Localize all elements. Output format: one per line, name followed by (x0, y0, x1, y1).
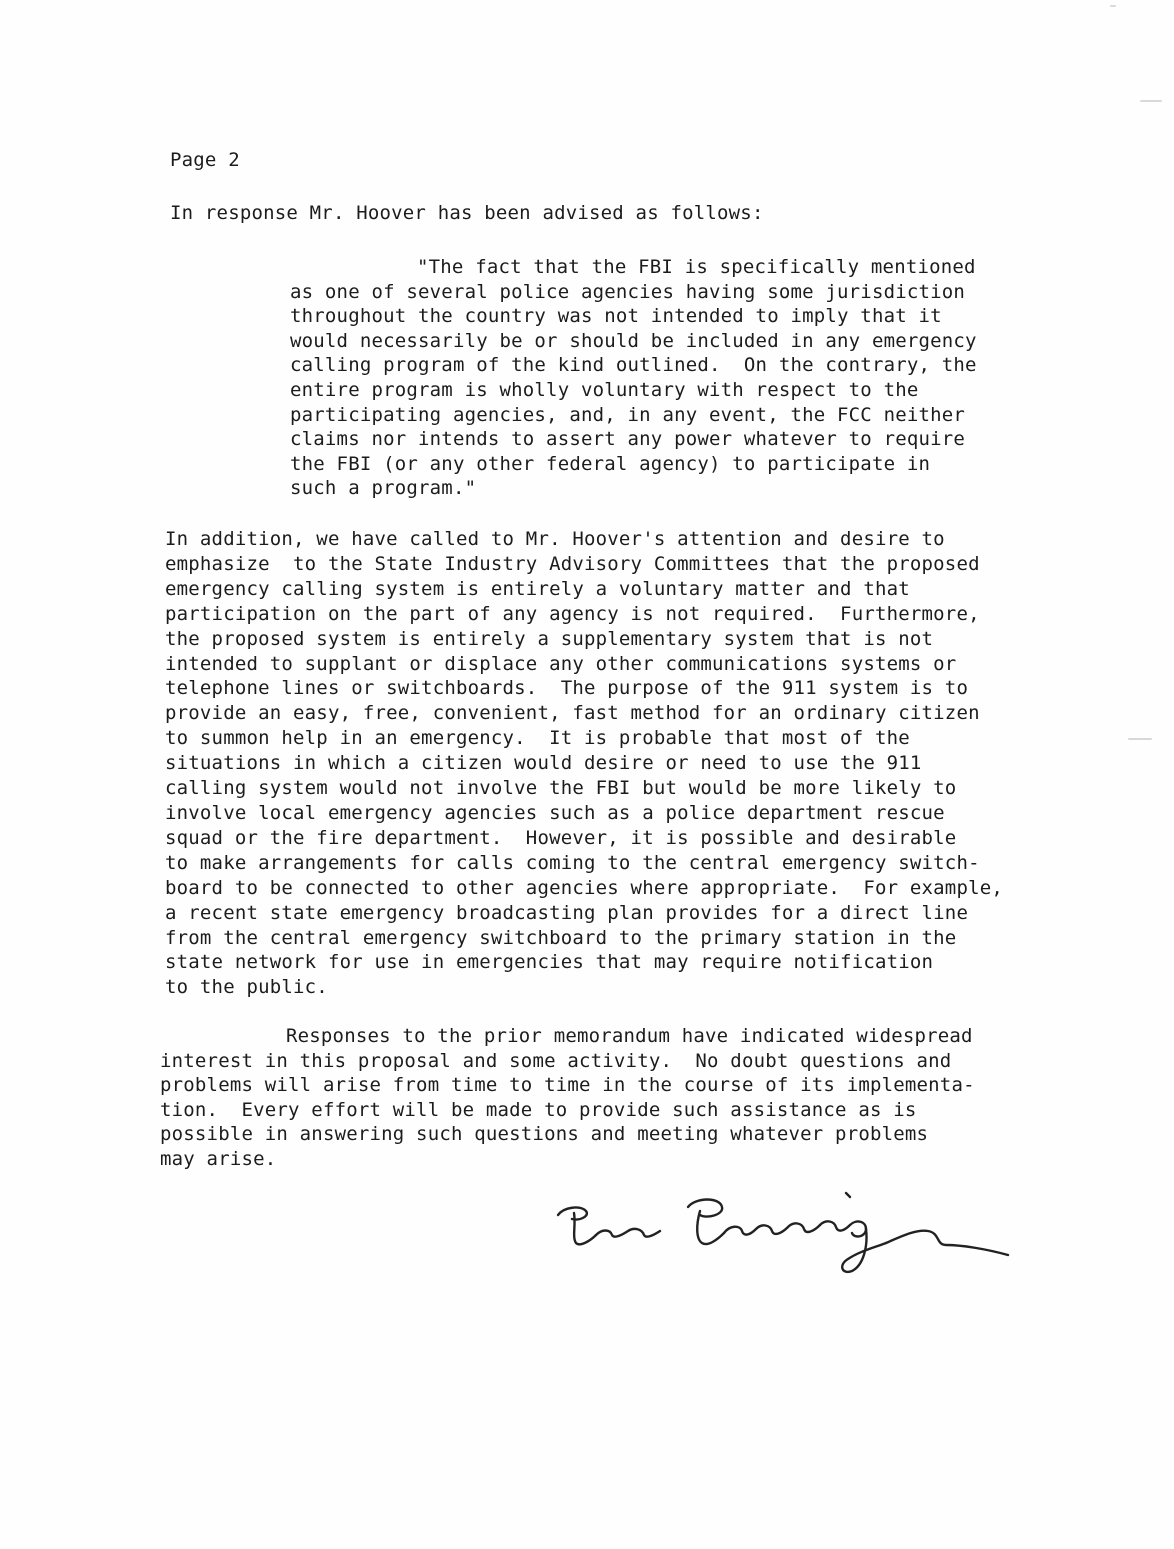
paragraph-line: board to be connected to other agencies where appropriate. For example, (165, 876, 1004, 899)
paragraph-line: the proposed system is entirely a supplementary system that is not (165, 627, 934, 650)
quote-line: calling program of the kind outlined. On the contrary, the (290, 354, 977, 377)
quote-line: as one of several police agencies having some jurisdiction (290, 280, 966, 303)
quote-line: participating agencies, and, in any event, the FCC neither (290, 403, 966, 426)
closing-paragraph (160, 1024, 1060, 1171)
paragraph-line: to summon help in an emergency. It is probable that most of the (165, 727, 910, 750)
quote-line: claims nor intends to assert any power whatever to require (290, 428, 966, 451)
paragraph-line: a recent state emergency broadcasting plan provides for a direct line (165, 901, 969, 924)
page-number: Page 2 (170, 149, 240, 171)
paragraph-line: emphasize to the State Industry Advisory Committees that the proposed (165, 552, 980, 575)
paragraph-line: telephone lines or switchboards. The purpose of the 911 system is to (165, 677, 969, 700)
quote-line: would necessarily be or should be included in any emergency (290, 329, 977, 352)
paragraph-line: to the public. (165, 976, 328, 999)
scan-speck (1140, 100, 1162, 102)
quote-line: "The fact that the FBI is specifically mentioned (417, 256, 976, 278)
paragraph-line: In addition, we have called to Mr. Hoover's attention and desire to (165, 528, 945, 550)
scan-speck (1128, 738, 1152, 740)
scan-speck (1110, 5, 1116, 7)
paragraph-line: Responses to the prior memorandum have indicated widespread (286, 1025, 973, 1047)
paragraph-line: tion. Every effort will be made to provide such assistance as is (160, 1098, 917, 1121)
paragraph-line: to make arrangements for calls coming to the central emergency switch- (165, 851, 980, 874)
quote-line: entire program is wholly voluntary with respect to the (290, 378, 919, 401)
paragraph-line: possible in answering such questions and meeting whatever problems (160, 1123, 929, 1145)
intro-sentence: In response Mr. Hoover has been advised as follows: (170, 202, 764, 224)
paragraph-line: situations in which a citizen would desire or need to use the 911 (165, 752, 922, 775)
body-paragraph (165, 527, 1065, 1000)
paragraph-line: involve local emergency agencies such as a police department rescue (165, 801, 945, 824)
handwritten-signature-icon (550, 1185, 1020, 1295)
paragraph-line: problems will arise from time to time in the course of its implementa- (160, 1074, 975, 1096)
paragraph-line: emergency calling system is entirely a voluntary matter and that (165, 577, 910, 600)
paragraph-line: intended to supplant or displace any other communications systems or (165, 652, 957, 675)
block-quote (290, 255, 1050, 501)
paragraph-line: provide an easy, free, convenient, fast method for an ordinary citizen (165, 702, 980, 725)
paragraph-line: from the central emergency switchboard to the primary station in the (165, 926, 957, 949)
quote-line: throughout the country was not intended to imply that it (290, 305, 942, 328)
paragraph-line: squad or the fire department. However, it is possible and desirable (165, 826, 957, 849)
paragraph-line: may arise. (160, 1147, 277, 1170)
paragraph-line: interest in this proposal and some activity. No doubt questions and (160, 1049, 952, 1072)
paragraph-line: participation on the part of any agency is not required. Furthermore, (165, 602, 980, 625)
quote-line: such a program." (290, 477, 477, 500)
quote-line: the FBI (or any other federal agency) to participate in (290, 452, 931, 475)
paragraph-line: calling system would not involve the FBI but would be more likely to (165, 777, 957, 800)
paragraph-line: state network for use in emergencies that may require notification (165, 951, 934, 974)
